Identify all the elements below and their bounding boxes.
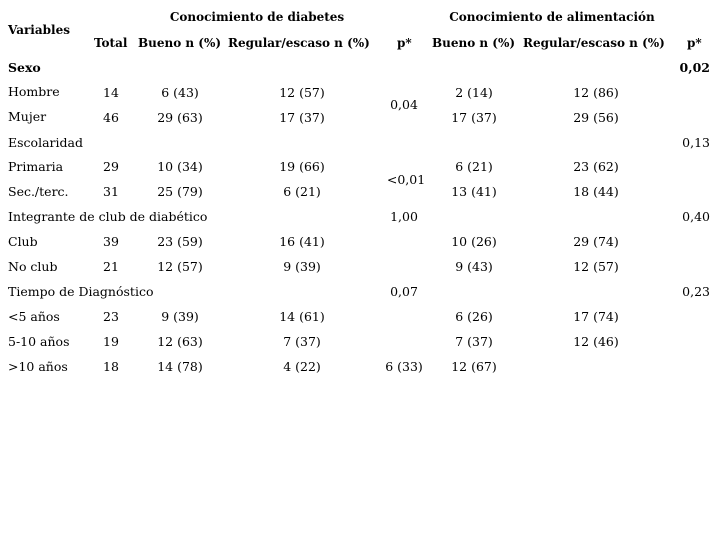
row-label: Hombre	[8, 84, 60, 99]
cell-p-diabetes: <0,01	[386, 172, 426, 187]
header-total: Total	[94, 36, 128, 50]
cell-bueno-alimentacion: 10 (26)	[451, 234, 497, 249]
cell-total: 29	[103, 159, 119, 174]
cell-bueno: 14 (78)	[157, 359, 203, 374]
cell-regular-alimentacion: 12 (46)	[573, 334, 619, 349]
header-bueno-alimentacion: Bueno n (%)	[432, 36, 516, 50]
cell-regular: 19 (66)	[279, 159, 325, 174]
cell-bueno: 12 (57)	[157, 259, 203, 274]
row-label: 5-10 años	[8, 334, 70, 349]
row-label: Primaria	[8, 159, 64, 174]
header-regular: Regular/escaso n (%)	[228, 36, 370, 50]
cell-total: 23	[103, 309, 119, 324]
cell-regular-alimentacion: 12 (57)	[573, 259, 619, 274]
row-label: <5 años	[8, 309, 60, 324]
row-label: >10 años	[8, 359, 68, 374]
cell-total: 21	[103, 259, 119, 274]
cell-bueno: 10 (34)	[157, 159, 203, 174]
cell-bueno: 12 (63)	[157, 334, 203, 349]
cell-bueno-alimentacion: 6 (21)	[455, 159, 493, 174]
cell-total: 39	[103, 234, 119, 249]
cell-bueno: 23 (59)	[157, 234, 203, 249]
cell-regular-alimentacion: 29 (56)	[573, 110, 619, 125]
header-variables: Variables	[8, 23, 70, 37]
section-label: Escolaridad	[8, 135, 83, 150]
cell-bueno-alimentacion: 17 (37)	[451, 110, 497, 125]
section-p-alimentacion: 0,40	[682, 209, 710, 224]
cell-regular: 4 (22)	[283, 359, 321, 374]
section-p-diabetes: 1,00	[390, 209, 418, 224]
cell-p-diabetes: 0,04	[390, 97, 418, 112]
cell-total: 18	[103, 359, 119, 374]
header-regular-alimentacion: Regular/escaso n (%)	[523, 36, 665, 50]
cell-regular: 9 (39)	[283, 259, 321, 274]
section-label: Tiempo de Diagnóstico	[8, 284, 154, 299]
header-bueno: Bueno n (%)	[138, 36, 222, 50]
cell-bueno-alimentacion: 2 (14)	[455, 85, 493, 100]
section-p-alimentacion: 0,02	[679, 60, 710, 75]
cell-regular-alimentacion: 23 (62)	[573, 159, 619, 174]
cell-regular: 6 (21)	[283, 184, 321, 199]
cell-p-diabetes: 6 (33)	[385, 359, 423, 374]
cell-regular-alimentacion: 18 (44)	[573, 184, 619, 199]
cell-bueno-alimentacion: 12 (67)	[451, 359, 497, 374]
cell-total: 31	[103, 184, 119, 199]
cell-regular: 14 (61)	[279, 309, 325, 324]
row-label: No club	[8, 259, 58, 274]
section-p-alimentacion: 0,13	[682, 135, 710, 150]
cell-regular-alimentacion: 12 (86)	[573, 85, 619, 100]
row-label: Club	[8, 234, 38, 249]
cell-total: 19	[103, 334, 119, 349]
cell-regular: 17 (37)	[279, 110, 325, 125]
section-label: Sexo	[8, 60, 41, 75]
cell-bueno: 9 (39)	[161, 309, 199, 324]
row-label: Mujer	[8, 109, 47, 124]
cell-total: 46	[103, 110, 119, 125]
cell-regular: 12 (57)	[279, 85, 325, 100]
row-label: Sec./terc.	[8, 184, 69, 199]
cell-bueno: 25 (79)	[157, 184, 203, 199]
header-group-diabetes: Conocimiento de diabetes	[169, 10, 345, 24]
section-p-diabetes: 0,07	[390, 284, 418, 299]
cell-regular-alimentacion: 17 (74)	[573, 309, 619, 324]
cell-regular-alimentacion: 29 (74)	[573, 234, 619, 249]
header-p-diabetes: p*	[397, 36, 412, 50]
cell-bueno-alimentacion: 13 (41)	[451, 184, 497, 199]
cell-bueno-alimentacion: 9 (43)	[455, 259, 493, 274]
section-label: Integrante de club de diabético	[8, 209, 208, 224]
header-group-alimentacion: Conocimiento de alimentación	[449, 10, 655, 24]
section-p-alimentacion: 0,23	[682, 284, 710, 299]
cell-regular: 16 (41)	[279, 234, 325, 249]
cell-bueno: 29 (63)	[157, 110, 203, 125]
cell-bueno-alimentacion: 6 (26)	[455, 309, 493, 324]
cell-bueno: 6 (43)	[161, 85, 199, 100]
header-p-alimentacion: p*	[687, 36, 702, 50]
cell-total: 14	[103, 85, 119, 100]
cell-bueno-alimentacion: 7 (37)	[455, 334, 493, 349]
cell-regular: 7 (37)	[283, 334, 321, 349]
